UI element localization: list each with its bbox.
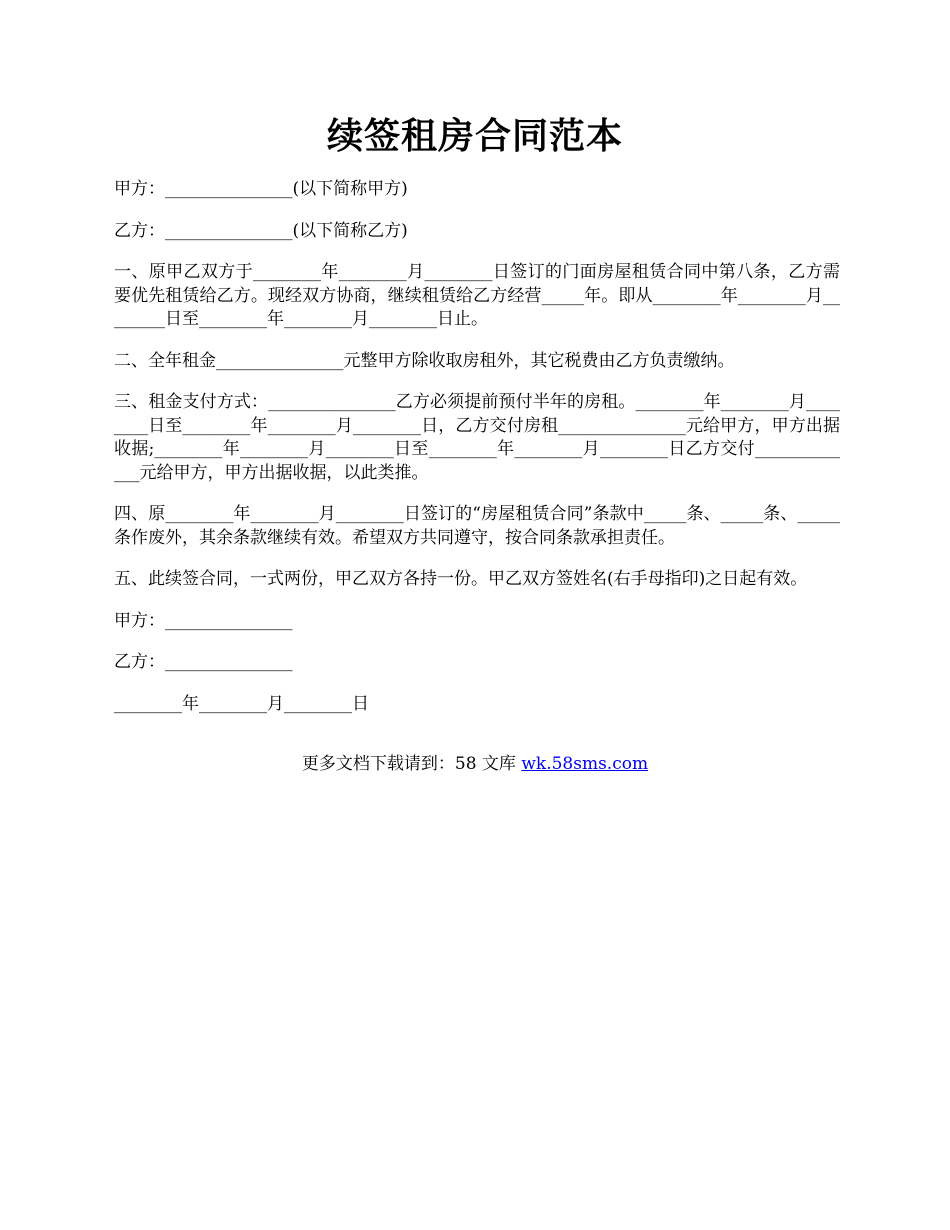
clause-5: 五、此续签合同，一式两份，甲乙双方各持一份。甲乙双方签姓名(右手母指印)之日起有效。 <box>114 569 808 589</box>
footer-link[interactable]: wk.58sms.com <box>521 754 649 774</box>
clause-3: 三、租金支付方式：_______________乙方必须提前预付半年的房租。________年________月________日至________年________月________日，乙方交付房租_______________元给甲方，甲方出据收据;________年________月________日至________年________月________日乙方交付_____________元给甲方，甲方出据收据，以此类推。 <box>114 392 840 483</box>
document-body <box>114 178 840 734</box>
party-b-line: 乙方：_______________(以下简称乙方) <box>114 220 408 241</box>
clause-4: 四、原________年________月________日签订的“房屋租赁合同”条款中_____条、_____条、_____条作废外，其余条款继续有效。希望双方共同遵守，按合同条款承担责任。 <box>114 504 840 548</box>
party-a-line: 甲方：_______________(以下简称甲方) <box>114 179 408 199</box>
signature-date: ________年________月________日 <box>114 693 369 714</box>
signature-party-a: 甲方：_______________ <box>114 610 293 631</box>
footer-prefix: 更多文档下载请到：58 文库 <box>301 754 522 774</box>
document-title: 续签租房合同范本 <box>326 115 623 157</box>
clause-1: 一、原甲乙双方于________年________月________日签订的门面房屋租赁合同中第八条，乙方需要优先租赁给乙方。现经双方协商，继续租赁给乙方经营_____年。即从________年________月________日至________年________月________日止。 <box>114 262 840 329</box>
signature-party-b: 乙方：_______________ <box>114 652 293 672</box>
clause-2: 二、全年租金_______________元整甲方除收取房租外，其它税费由乙方负责缴纳。 <box>114 350 735 371</box>
footer-note <box>0 752 950 776</box>
